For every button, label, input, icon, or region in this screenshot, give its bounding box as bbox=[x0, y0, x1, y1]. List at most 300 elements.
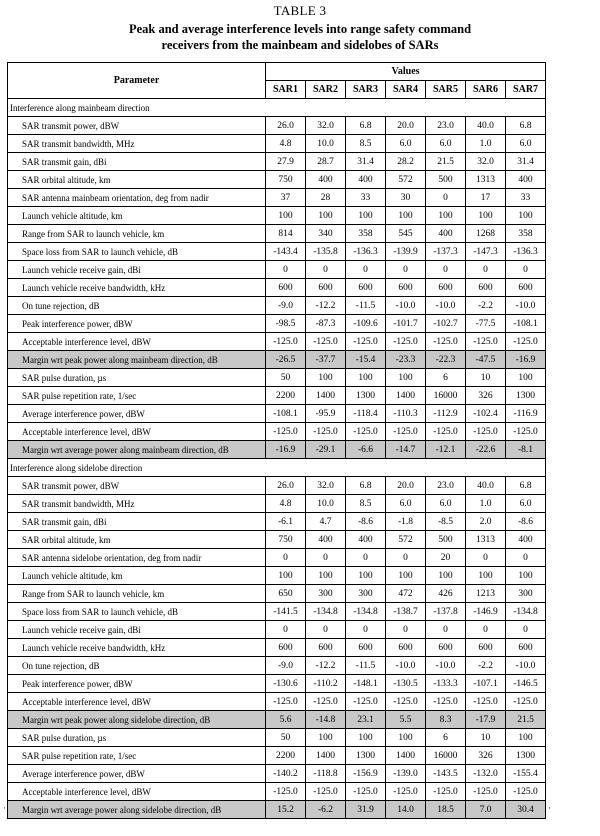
value-cell: 21.5 bbox=[506, 711, 546, 729]
value-cell: 600 bbox=[426, 639, 466, 657]
value-cell: -17.9 bbox=[466, 711, 506, 729]
value-cell: 26.0 bbox=[266, 117, 306, 135]
value-cell: -143.4 bbox=[266, 243, 306, 261]
table-row bbox=[8, 351, 546, 369]
value-cell: 4.7 bbox=[306, 513, 346, 531]
value-cell: 1213 bbox=[466, 585, 506, 603]
value-cell: -22.6 bbox=[466, 441, 506, 459]
value-cell: 2.0 bbox=[466, 513, 506, 531]
value-cell: 1300 bbox=[506, 387, 546, 405]
value-cell: 400 bbox=[506, 531, 546, 549]
value-cell: -125.0 bbox=[266, 783, 306, 801]
value-cell: -140.2 bbox=[266, 765, 306, 783]
parameter-label: SAR antenna mainbeam orientation, deg from nadir bbox=[8, 189, 266, 207]
value-cell: 6.8 bbox=[346, 117, 386, 135]
table-row bbox=[8, 387, 546, 405]
value-cell: -10.0 bbox=[426, 657, 466, 675]
value-cell: -116.9 bbox=[506, 405, 546, 423]
value-cell: -125.0 bbox=[426, 423, 466, 441]
value-cell: -155.4 bbox=[506, 765, 546, 783]
value-cell: 8.3 bbox=[426, 711, 466, 729]
table-row bbox=[8, 783, 546, 801]
value-cell: -108.1 bbox=[506, 315, 546, 333]
table-row bbox=[8, 531, 546, 549]
value-cell: 600 bbox=[506, 279, 546, 297]
table-subtitle bbox=[0, 21, 600, 53]
value-cell: 0 bbox=[346, 261, 386, 279]
value-cell: 33 bbox=[506, 189, 546, 207]
value-cell: 31.4 bbox=[506, 153, 546, 171]
parameter-label: Launch vehicle receive bandwidth, kHz bbox=[8, 279, 266, 297]
value-cell: -8.1 bbox=[506, 441, 546, 459]
value-cell: -125.0 bbox=[466, 423, 506, 441]
value-cell: 400 bbox=[426, 225, 466, 243]
value-cell: -8.6 bbox=[346, 513, 386, 531]
value-cell: 600 bbox=[466, 639, 506, 657]
value-cell: 1.0 bbox=[466, 135, 506, 153]
value-cell: 16000 bbox=[426, 747, 466, 765]
value-cell: 572 bbox=[386, 171, 426, 189]
value-cell: 0 bbox=[506, 621, 546, 639]
value-cell: 6.0 bbox=[386, 135, 426, 153]
value-cell: 40.0 bbox=[466, 117, 506, 135]
parameter-label: Peak interference power, dBW bbox=[8, 675, 266, 693]
parameter-label: Space loss from SAR to launch vehicle, dB bbox=[8, 243, 266, 261]
margin-dot: · bbox=[548, 803, 551, 813]
value-cell: 0 bbox=[306, 261, 346, 279]
value-cell: -14.8 bbox=[306, 711, 346, 729]
value-cell: 6.0 bbox=[426, 135, 466, 153]
table-row bbox=[8, 189, 546, 207]
table-row bbox=[8, 567, 546, 585]
value-cell: 326 bbox=[466, 387, 506, 405]
table-row bbox=[8, 495, 546, 513]
value-cell: -125.0 bbox=[506, 693, 546, 711]
value-cell: 300 bbox=[346, 585, 386, 603]
value-cell: -125.0 bbox=[466, 783, 506, 801]
value-cell: 0 bbox=[266, 549, 306, 567]
table-subtitle-line-1: Peak and average interference levels into range safety command bbox=[128, 22, 472, 36]
value-cell: -11.5 bbox=[346, 297, 386, 315]
parameter-label: SAR transmit gain, dBi bbox=[8, 513, 266, 531]
value-cell: 100 bbox=[386, 567, 426, 585]
value-cell: -125.0 bbox=[426, 783, 466, 801]
value-cell: -125.0 bbox=[426, 333, 466, 351]
value-cell: 18.5 bbox=[426, 801, 466, 819]
parameter-label: Launch vehicle altitude, km bbox=[8, 207, 266, 225]
value-cell: 0 bbox=[306, 549, 346, 567]
table-row bbox=[8, 279, 546, 297]
table-row bbox=[8, 675, 546, 693]
value-cell: 32.0 bbox=[466, 153, 506, 171]
value-cell: 30.4 bbox=[506, 801, 546, 819]
value-cell: 21.5 bbox=[426, 153, 466, 171]
value-cell: 500 bbox=[426, 531, 466, 549]
value-cell: -102.4 bbox=[466, 405, 506, 423]
value-cell: 100 bbox=[346, 729, 386, 747]
value-cell: -137.8 bbox=[426, 603, 466, 621]
section-header-row bbox=[8, 459, 546, 477]
value-cell: 600 bbox=[306, 639, 346, 657]
value-cell: -125.0 bbox=[466, 333, 506, 351]
value-cell: -107.1 bbox=[466, 675, 506, 693]
value-cell: -101.7 bbox=[386, 315, 426, 333]
parameter-label: Range from SAR to launch vehicle, km bbox=[8, 585, 266, 603]
value-cell: -1.8 bbox=[386, 513, 426, 531]
value-cell: 6.0 bbox=[386, 495, 426, 513]
value-cell: 300 bbox=[306, 585, 346, 603]
value-cell: 100 bbox=[386, 369, 426, 387]
value-cell: 0 bbox=[346, 621, 386, 639]
parameter-label: SAR transmit power, dBW bbox=[8, 477, 266, 495]
sar-column-header: SAR2 bbox=[306, 81, 346, 99]
value-cell: 1300 bbox=[346, 387, 386, 405]
value-cell: 20.0 bbox=[386, 477, 426, 495]
value-cell: 100 bbox=[506, 207, 546, 225]
value-cell: 37 bbox=[266, 189, 306, 207]
value-cell: -6.1 bbox=[266, 513, 306, 531]
parameter-label: SAR transmit gain, dBi bbox=[8, 153, 266, 171]
parameter-label: SAR pulse duration, µs bbox=[8, 369, 266, 387]
value-cell: 0 bbox=[426, 189, 466, 207]
value-cell: -148.1 bbox=[346, 675, 386, 693]
value-cell: 1313 bbox=[466, 531, 506, 549]
value-cell: -110.3 bbox=[386, 405, 426, 423]
parameter-label: SAR transmit bandwidth, MHz bbox=[8, 135, 266, 153]
value-cell: 31.9 bbox=[346, 801, 386, 819]
value-cell: 10.0 bbox=[306, 135, 346, 153]
value-cell: -11.5 bbox=[346, 657, 386, 675]
value-cell: -8.5 bbox=[426, 513, 466, 531]
value-cell: -133.3 bbox=[426, 675, 466, 693]
value-cell: -125.0 bbox=[506, 423, 546, 441]
value-cell: 100 bbox=[506, 369, 546, 387]
value-cell: 6.0 bbox=[506, 135, 546, 153]
value-cell: 750 bbox=[266, 531, 306, 549]
value-cell: 1400 bbox=[306, 747, 346, 765]
value-cell: 33 bbox=[346, 189, 386, 207]
value-cell: -125.0 bbox=[306, 693, 346, 711]
sar-column-header: SAR3 bbox=[346, 81, 386, 99]
table-row bbox=[8, 171, 546, 189]
value-cell: 5.6 bbox=[266, 711, 306, 729]
value-cell: 340 bbox=[306, 225, 346, 243]
value-cell: -130.6 bbox=[266, 675, 306, 693]
sar-column-header: SAR1 bbox=[266, 81, 306, 99]
value-cell: 100 bbox=[266, 567, 306, 585]
table-row bbox=[8, 693, 546, 711]
value-cell: 0 bbox=[466, 621, 506, 639]
value-cell: 28.7 bbox=[306, 153, 346, 171]
parameter-label: Launch vehicle receive gain, dBi bbox=[8, 621, 266, 639]
value-cell: 32.0 bbox=[306, 117, 346, 135]
value-cell: -26.5 bbox=[266, 351, 306, 369]
value-cell: 500 bbox=[426, 171, 466, 189]
parameter-label: On tune rejection, dB bbox=[8, 297, 266, 315]
value-cell: -98.5 bbox=[266, 315, 306, 333]
value-cell: 6.0 bbox=[506, 495, 546, 513]
parameter-label: Margin wrt average power along mainbeam direction, dB bbox=[8, 441, 266, 459]
value-cell: 400 bbox=[506, 171, 546, 189]
value-cell: -95.9 bbox=[306, 405, 346, 423]
value-cell: -118.8 bbox=[306, 765, 346, 783]
parameter-label: SAR orbital altitude, km bbox=[8, 531, 266, 549]
value-cell: 0 bbox=[266, 621, 306, 639]
value-cell: -2.2 bbox=[466, 297, 506, 315]
value-cell: 10 bbox=[466, 729, 506, 747]
value-cell: 326 bbox=[466, 747, 506, 765]
value-cell: 750 bbox=[266, 171, 306, 189]
interference-table bbox=[7, 62, 546, 819]
table-row bbox=[8, 441, 546, 459]
value-cell: 10 bbox=[466, 369, 506, 387]
parameter-header: Parameter bbox=[8, 63, 266, 99]
value-cell: 6.8 bbox=[346, 477, 386, 495]
value-cell: -134.8 bbox=[506, 603, 546, 621]
table-row bbox=[8, 639, 546, 657]
value-cell: -112.9 bbox=[426, 405, 466, 423]
value-cell: 6 bbox=[426, 369, 466, 387]
value-cell: 0 bbox=[466, 549, 506, 567]
value-cell: -47.5 bbox=[466, 351, 506, 369]
value-cell: 100 bbox=[306, 729, 346, 747]
value-cell: 20.0 bbox=[386, 117, 426, 135]
value-cell: 100 bbox=[466, 567, 506, 585]
value-cell: -125.0 bbox=[386, 783, 426, 801]
value-cell: -136.3 bbox=[346, 243, 386, 261]
value-cell: 358 bbox=[506, 225, 546, 243]
value-cell: 28.2 bbox=[386, 153, 426, 171]
value-cell: -125.0 bbox=[506, 783, 546, 801]
value-cell: 100 bbox=[306, 567, 346, 585]
parameter-label: SAR pulse duration, µs bbox=[8, 729, 266, 747]
value-cell: 472 bbox=[386, 585, 426, 603]
sar-column-header: SAR4 bbox=[386, 81, 426, 99]
table-row bbox=[8, 369, 546, 387]
value-cell: -2.2 bbox=[466, 657, 506, 675]
table-row bbox=[8, 405, 546, 423]
value-cell: -125.0 bbox=[266, 693, 306, 711]
value-cell: 7.0 bbox=[466, 801, 506, 819]
value-cell: 1400 bbox=[386, 387, 426, 405]
table-row bbox=[8, 423, 546, 441]
value-cell: 6.8 bbox=[506, 117, 546, 135]
parameter-label: SAR pulse repetition rate, 1/sec bbox=[8, 747, 266, 765]
table-row bbox=[8, 207, 546, 225]
table-row bbox=[8, 315, 546, 333]
value-cell: 100 bbox=[306, 207, 346, 225]
value-cell: 2200 bbox=[266, 387, 306, 405]
value-cell: 0 bbox=[506, 261, 546, 279]
value-cell: -125.0 bbox=[386, 693, 426, 711]
value-cell: -136.3 bbox=[506, 243, 546, 261]
value-cell: -16.9 bbox=[506, 351, 546, 369]
table-row bbox=[8, 585, 546, 603]
value-cell: 1400 bbox=[386, 747, 426, 765]
value-cell: 600 bbox=[386, 279, 426, 297]
table-row bbox=[8, 117, 546, 135]
value-cell: 0 bbox=[266, 261, 306, 279]
value-cell: -77.5 bbox=[466, 315, 506, 333]
value-cell: 300 bbox=[506, 585, 546, 603]
value-cell: 26.0 bbox=[266, 477, 306, 495]
value-cell: 1300 bbox=[346, 747, 386, 765]
sar-column-header: SAR6 bbox=[466, 81, 506, 99]
value-cell: 100 bbox=[346, 567, 386, 585]
value-cell: 650 bbox=[266, 585, 306, 603]
value-cell: -10.0 bbox=[506, 657, 546, 675]
value-cell: 600 bbox=[506, 639, 546, 657]
value-cell: 400 bbox=[346, 171, 386, 189]
value-cell: 6.0 bbox=[426, 495, 466, 513]
value-cell: 0 bbox=[346, 549, 386, 567]
value-cell: -125.0 bbox=[306, 333, 346, 351]
value-cell: -10.0 bbox=[426, 297, 466, 315]
value-cell: 0 bbox=[306, 621, 346, 639]
parameter-label: Average interference power, dBW bbox=[8, 405, 266, 423]
value-cell: 30 bbox=[386, 189, 426, 207]
value-cell: -12.2 bbox=[306, 297, 346, 315]
value-cell: -87.3 bbox=[306, 315, 346, 333]
section-title: Interference along mainbeam direction bbox=[8, 99, 546, 117]
value-cell: 814 bbox=[266, 225, 306, 243]
table-row bbox=[8, 135, 546, 153]
value-cell: -134.8 bbox=[306, 603, 346, 621]
value-cell: -156.9 bbox=[346, 765, 386, 783]
value-cell: -37.7 bbox=[306, 351, 346, 369]
value-cell: 100 bbox=[346, 207, 386, 225]
value-cell: 100 bbox=[506, 567, 546, 585]
parameter-label: SAR transmit bandwidth, MHz bbox=[8, 495, 266, 513]
value-cell: -135.8 bbox=[306, 243, 346, 261]
value-cell: 100 bbox=[346, 369, 386, 387]
value-cell: 600 bbox=[386, 639, 426, 657]
parameter-label: Launch vehicle receive bandwidth, kHz bbox=[8, 639, 266, 657]
values-header: Values bbox=[266, 63, 546, 81]
header-row-1 bbox=[8, 63, 546, 81]
value-cell: -9.0 bbox=[266, 657, 306, 675]
value-cell: 572 bbox=[386, 531, 426, 549]
value-cell: 100 bbox=[506, 729, 546, 747]
value-cell: 50 bbox=[266, 729, 306, 747]
value-cell: 27.9 bbox=[266, 153, 306, 171]
value-cell: -12.1 bbox=[426, 441, 466, 459]
table-body bbox=[8, 99, 546, 819]
table-row bbox=[8, 603, 546, 621]
value-cell: -6.6 bbox=[346, 441, 386, 459]
value-cell: 0 bbox=[386, 621, 426, 639]
value-cell: 1268 bbox=[466, 225, 506, 243]
value-cell: 426 bbox=[426, 585, 466, 603]
value-cell: -139.0 bbox=[386, 765, 426, 783]
value-cell: 600 bbox=[266, 639, 306, 657]
value-cell: 100 bbox=[386, 729, 426, 747]
value-cell: -109.6 bbox=[346, 315, 386, 333]
value-cell: -125.0 bbox=[266, 423, 306, 441]
parameter-label: SAR transmit power, dBW bbox=[8, 117, 266, 135]
value-cell: -125.0 bbox=[346, 423, 386, 441]
value-cell: -118.4 bbox=[346, 405, 386, 423]
parameter-label: On tune rejection, dB bbox=[8, 657, 266, 675]
table-row bbox=[8, 153, 546, 171]
value-cell: 1.0 bbox=[466, 495, 506, 513]
value-cell: 2200 bbox=[266, 747, 306, 765]
parameter-label: Peak interference power, dBW bbox=[8, 315, 266, 333]
parameter-label: Average interference power, dBW bbox=[8, 765, 266, 783]
value-cell: 1400 bbox=[306, 387, 346, 405]
value-cell: -134.8 bbox=[346, 603, 386, 621]
value-cell: 545 bbox=[386, 225, 426, 243]
value-cell: 23.0 bbox=[426, 117, 466, 135]
value-cell: 600 bbox=[466, 279, 506, 297]
parameter-label: Range from SAR to launch vehicle, km bbox=[8, 225, 266, 243]
section-title: Interference along sidelobe direction bbox=[8, 459, 546, 477]
value-cell: 0 bbox=[466, 261, 506, 279]
value-cell: -110.2 bbox=[306, 675, 346, 693]
table-row bbox=[8, 297, 546, 315]
value-cell: 4.8 bbox=[266, 135, 306, 153]
value-cell: -146.5 bbox=[506, 675, 546, 693]
value-cell: 32.0 bbox=[306, 477, 346, 495]
parameter-label: Acceptable interference level, dBW bbox=[8, 693, 266, 711]
value-cell: -102.7 bbox=[426, 315, 466, 333]
value-cell: 358 bbox=[346, 225, 386, 243]
value-cell: 400 bbox=[346, 531, 386, 549]
value-cell: 6.8 bbox=[506, 477, 546, 495]
value-cell: -125.0 bbox=[506, 333, 546, 351]
value-cell: 1313 bbox=[466, 171, 506, 189]
value-cell: 400 bbox=[306, 171, 346, 189]
value-cell: -147.3 bbox=[466, 243, 506, 261]
value-cell: -125.0 bbox=[346, 783, 386, 801]
value-cell: -125.0 bbox=[346, 693, 386, 711]
table-row bbox=[8, 513, 546, 531]
value-cell: 600 bbox=[306, 279, 346, 297]
table-row bbox=[8, 657, 546, 675]
value-cell: -137.3 bbox=[426, 243, 466, 261]
value-cell: 1300 bbox=[506, 747, 546, 765]
value-cell: 5.5 bbox=[386, 711, 426, 729]
table-row bbox=[8, 711, 546, 729]
value-cell: 0 bbox=[426, 621, 466, 639]
value-cell: 50 bbox=[266, 369, 306, 387]
value-cell: 28 bbox=[306, 189, 346, 207]
value-cell: 20 bbox=[426, 549, 466, 567]
parameter-label: Margin wrt average power along sidelobe direction, dB bbox=[8, 801, 266, 819]
value-cell: -8.6 bbox=[506, 513, 546, 531]
table-title: TABLE 3 bbox=[273, 3, 327, 18]
value-cell: 17 bbox=[466, 189, 506, 207]
value-cell: -143.5 bbox=[426, 765, 466, 783]
value-cell: -132.0 bbox=[466, 765, 506, 783]
value-cell: 100 bbox=[426, 207, 466, 225]
value-cell: -125.0 bbox=[346, 333, 386, 351]
value-cell: 40.0 bbox=[466, 477, 506, 495]
value-cell: -125.0 bbox=[466, 693, 506, 711]
value-cell: 14.0 bbox=[386, 801, 426, 819]
value-cell: -14.7 bbox=[386, 441, 426, 459]
table-row bbox=[8, 549, 546, 567]
value-cell: 16000 bbox=[426, 387, 466, 405]
value-cell: -125.0 bbox=[306, 423, 346, 441]
value-cell: 0 bbox=[386, 261, 426, 279]
value-cell: -22.3 bbox=[426, 351, 466, 369]
value-cell: 10.0 bbox=[306, 495, 346, 513]
table-row bbox=[8, 801, 546, 819]
margin-dot: · bbox=[3, 803, 6, 813]
table-row bbox=[8, 729, 546, 747]
value-cell: 600 bbox=[346, 639, 386, 657]
